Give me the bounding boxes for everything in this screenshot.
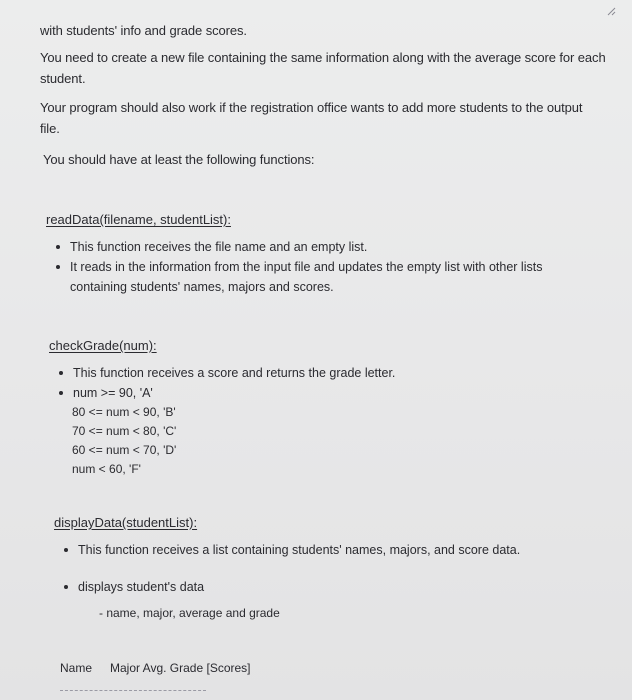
column-header-name: Name (60, 661, 93, 675)
displaydata-heading: displayData(studentList): (54, 515, 198, 530)
checkgrade-heading: checkGrade(num): (49, 338, 157, 353)
requirement-paragraph: You need to create a new file containing the same information along with the average score for each student. (40, 50, 606, 86)
list-item: It reads in the information from the input file and updates the empty list with other lists containing students' names, majors and scores. (56, 257, 561, 297)
bullet-icon (56, 245, 60, 249)
grade-condition-b: 80 <= num < 90, 'B' (72, 405, 176, 419)
column-header-rest: Major Avg. Grade [Scores] (110, 661, 251, 675)
grade-condition-c: 70 <= num < 80, 'C' (72, 424, 177, 438)
readdata-heading: readData(filename, studentList): (46, 212, 231, 227)
checkgrade-bullet-list (59, 363, 479, 403)
bullet-icon (59, 371, 63, 375)
intro-line: with students' info and grade scores. (40, 23, 247, 38)
extensibility-paragraph: Your program should also work if the registration office wants to add more students to the output file. (40, 100, 583, 136)
display-detail: - name, major, average and grade (99, 606, 280, 620)
bullet-icon (56, 265, 60, 269)
bullet-icon (64, 585, 68, 589)
resize-handle-icon[interactable] (606, 6, 616, 16)
grade-condition-f: num < 60, 'F' (72, 462, 141, 476)
list-item: This function receives a list containing students' names, majors, and score data. (64, 540, 544, 560)
displaydata-bullet-list-2 (64, 577, 364, 597)
separator-line (60, 690, 206, 691)
list-item: This function receives the file name and an empty list. (56, 237, 561, 257)
functions-intro: You should have at least the following functions: (43, 152, 315, 167)
bullet-icon (64, 548, 68, 552)
list-item: num >= 90, 'A' (59, 383, 479, 403)
list-item: This function receives a score and returns the grade letter. (59, 363, 479, 383)
bullet-icon (59, 391, 63, 395)
readdata-bullet-list (56, 237, 561, 297)
grade-condition-d: 60 <= num < 70, 'D' (72, 443, 177, 457)
list-item: displays student's data (64, 577, 364, 597)
displaydata-bullet-list (64, 540, 544, 560)
